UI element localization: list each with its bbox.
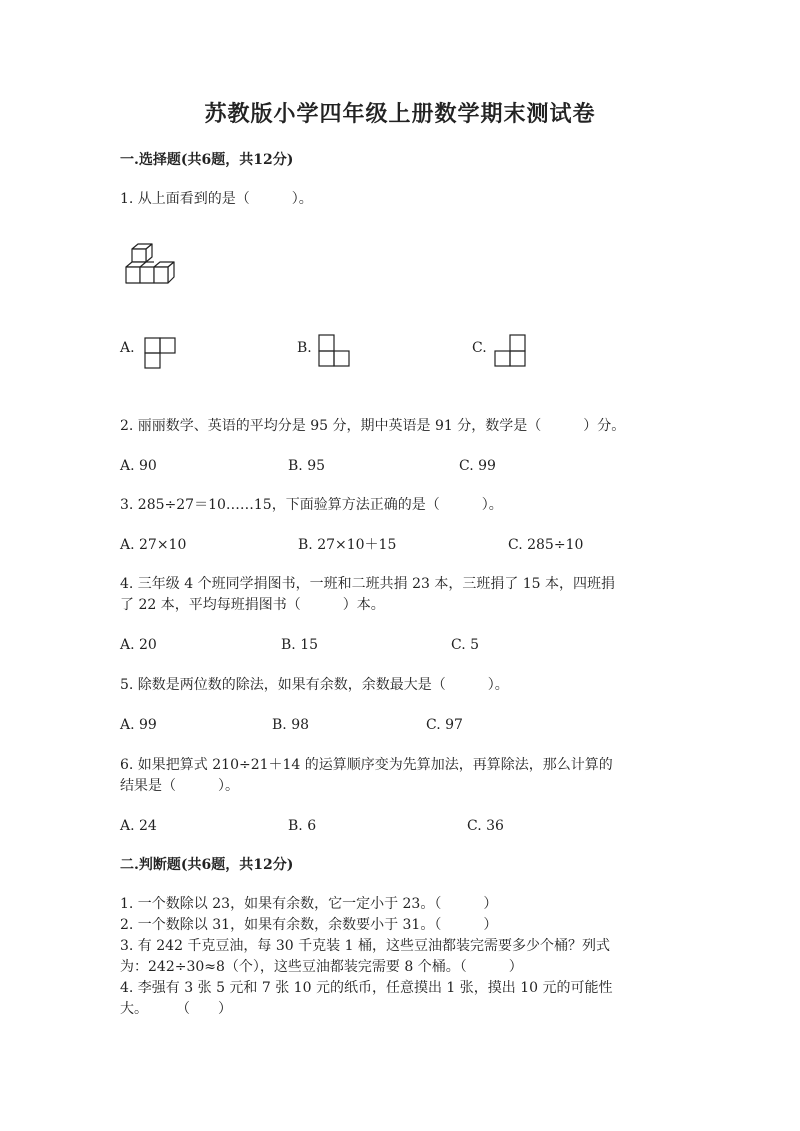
section-heading-choice: 一.选择题(共6题，共12分) xyxy=(120,152,294,168)
q5-option-c: C. 97 xyxy=(426,717,463,733)
q1-option-c-label: C. xyxy=(472,340,487,356)
q2-option-b: B. 95 xyxy=(288,458,326,474)
question-4-line-2: 了 22 本，平均每班捐图书（ ）本。 xyxy=(120,597,385,613)
question-6-line-1: 6. 如果把算式 210÷21＋14 的运算顺序变为先算加法，再算除法，那么计算的 xyxy=(120,757,613,773)
question-3-text: 3. 285÷27＝10……15，下面验算方法正确的是（ ）。 xyxy=(120,497,503,513)
page-title: 苏教版小学四年级上册数学期末测试卷 xyxy=(204,101,596,127)
q6-option-c: C. 36 xyxy=(467,818,504,834)
q4-option-a: A. 20 xyxy=(120,637,157,653)
q2-option-a: A. 90 xyxy=(120,458,157,474)
question-1-text: 1. 从上面看到的是（ ）。 xyxy=(120,191,313,207)
judgment-line-3: 3. 有 242 千克豆油，每 30 千克装 1 桶，这些豆油都装完需要多少个桶？列式 xyxy=(120,938,610,954)
question-2-text: 2. 丽丽数学、英语的平均分是 95 分，期中英语是 91 分，数学是（ ）分。 xyxy=(120,418,626,434)
q5-option-a: A. 99 xyxy=(120,717,157,733)
q4-option-c: C. 5 xyxy=(451,637,480,653)
judgment-line-6: 大。 （ ） xyxy=(120,1001,232,1017)
section-heading-judgment: 二.判断题(共6题，共12分) xyxy=(120,857,294,873)
judgment-line-4: 为：242÷30≈8（个），这些豆油都装完需要 8 个桶。（ ） xyxy=(120,959,523,975)
q1-option-b-label: B. xyxy=(297,340,312,356)
q2-option-c: C. 99 xyxy=(459,458,496,474)
judgment-line-5: 4. 李强有 3 张 5 元和 7 张 10 元的纸币，任意摸出 1 张，摸出 10 元的可能性 xyxy=(120,980,613,996)
q5-option-b: B. 98 xyxy=(272,717,310,733)
judgment-line-1: 1. 一个数除以 23，如果有余数，它一定小于 23。（ ） xyxy=(120,896,498,912)
q1-option-a-figure xyxy=(144,337,178,369)
q3-option-b: B. 27×10＋15 xyxy=(298,537,397,553)
judgment-line-2: 2. 一个数除以 31，如果有余数，余数要小于 31。（ ） xyxy=(120,917,498,933)
question-6-line-2: 结果是（ ）。 xyxy=(120,778,239,794)
q1-option-b-figure xyxy=(318,334,352,368)
cube-figure xyxy=(122,243,180,289)
question-5-text: 5. 除数是两位数的除法，如果有余数，余数最大是（ ）。 xyxy=(120,677,509,693)
q3-option-c: C. 285÷10 xyxy=(508,537,584,553)
q6-option-a: A. 24 xyxy=(120,818,157,834)
question-4-line-1: 4. 三年级 4 个班同学捐图书，一班和二班共捐 23 本，三班捐了 15 本，四班捐 xyxy=(120,576,616,592)
q3-option-a: A. 27×10 xyxy=(120,537,187,553)
q1-option-c-figure xyxy=(494,334,528,368)
q6-option-b: B. 6 xyxy=(288,818,317,834)
q1-option-a-label: A. xyxy=(120,340,135,356)
q4-option-b: B. 15 xyxy=(281,637,319,653)
